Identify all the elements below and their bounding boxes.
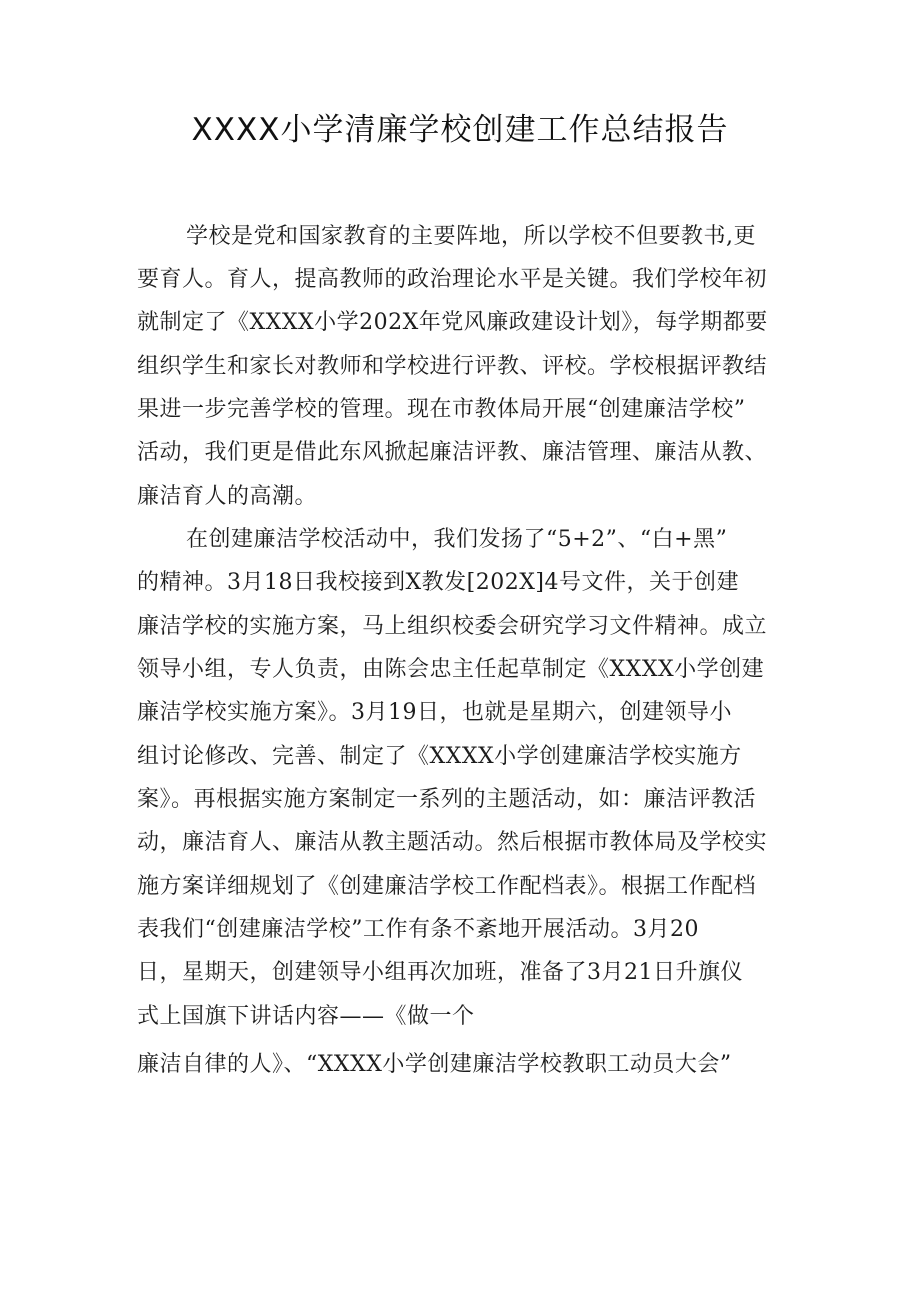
- paragraph-1-line-4: 组织学生和家长对教师和学校进行评教、评校。学校根据评教结: [137, 354, 768, 379]
- paragraph-2-line-6: 组讨论修改、完善、制定了《XXXX小学创建廉洁学校实施方: [137, 744, 742, 769]
- paragraph-1-line-1: 学校是党和国家教育的主要阵地，所以学校不但要教书,更: [186, 224, 756, 249]
- paragraph-1-line-2: 要育人。育人，提高教师的政治理论水平是关键。我们学校年初: [137, 267, 768, 292]
- paragraph-2-line-3: 廉洁学校的实施方案，马上组织校委会研究学习文件精神。成立: [137, 614, 768, 639]
- paragraph-2-line-11: 日，星期天，创建领导小组再次加班，准备了3月21日升旗仪: [137, 960, 743, 985]
- paragraph-2-line-7: 案》。再根据实施方案制定一系列的主题活动，如：廉洁评教活: [137, 787, 757, 812]
- paragraph-2-line-5: 廉洁学校实施方案》。3月19日，也就是星期六，创建领导小: [137, 700, 732, 725]
- paragraph-2-line-2: 的精神。3月18日我校接到X教发[202X]4号文件，关于创建: [137, 570, 739, 595]
- paragraph-1-line-6: 活动，我们更是借此东风掀起廉洁评教、廉洁管理、廉洁从教、: [137, 440, 768, 465]
- paragraph-2-line-1: 在创建廉洁学校活动中，我们发扬了“5+2”、“白+黑”: [186, 527, 728, 552]
- paragraph-2-line-4: 领导小组，专人负责，由陈会忠主任起草制定《XXXX小学创建: [137, 657, 765, 682]
- document-title: XXXX小学清廉学校创建工作总结报告: [191, 112, 729, 148]
- paragraph-2-line-10: 表我们“创建廉洁学校”工作有条不紊地开展活动。3月20: [137, 917, 699, 942]
- paragraph-2-line-9: 施方案详细规划了《创建廉洁学校工作配档表》。根据工作配档: [137, 874, 757, 899]
- paragraph-2-line-12: 式上国旗下讲话内容——《做一个: [137, 1004, 475, 1029]
- paragraph-2-line-13: 廉洁自律的人》、“XXXX小学创建廉洁学校教职工动员大会”: [137, 1052, 732, 1077]
- paragraph-2-line-8: 动，廉洁育人、廉洁从教主题活动。然后根据市教体局及学校实: [137, 830, 768, 855]
- paragraph-1-line-7: 廉洁育人的高潮。: [137, 484, 318, 509]
- paragraph-1-line-5: 果进一步完善学校的管理。现在市教体局开展“创建廉洁学校”: [137, 397, 746, 422]
- paragraph-1-line-3: 就制定了《XXXX小学202X年党风廉政建设计划》，每学期都要: [137, 310, 768, 335]
